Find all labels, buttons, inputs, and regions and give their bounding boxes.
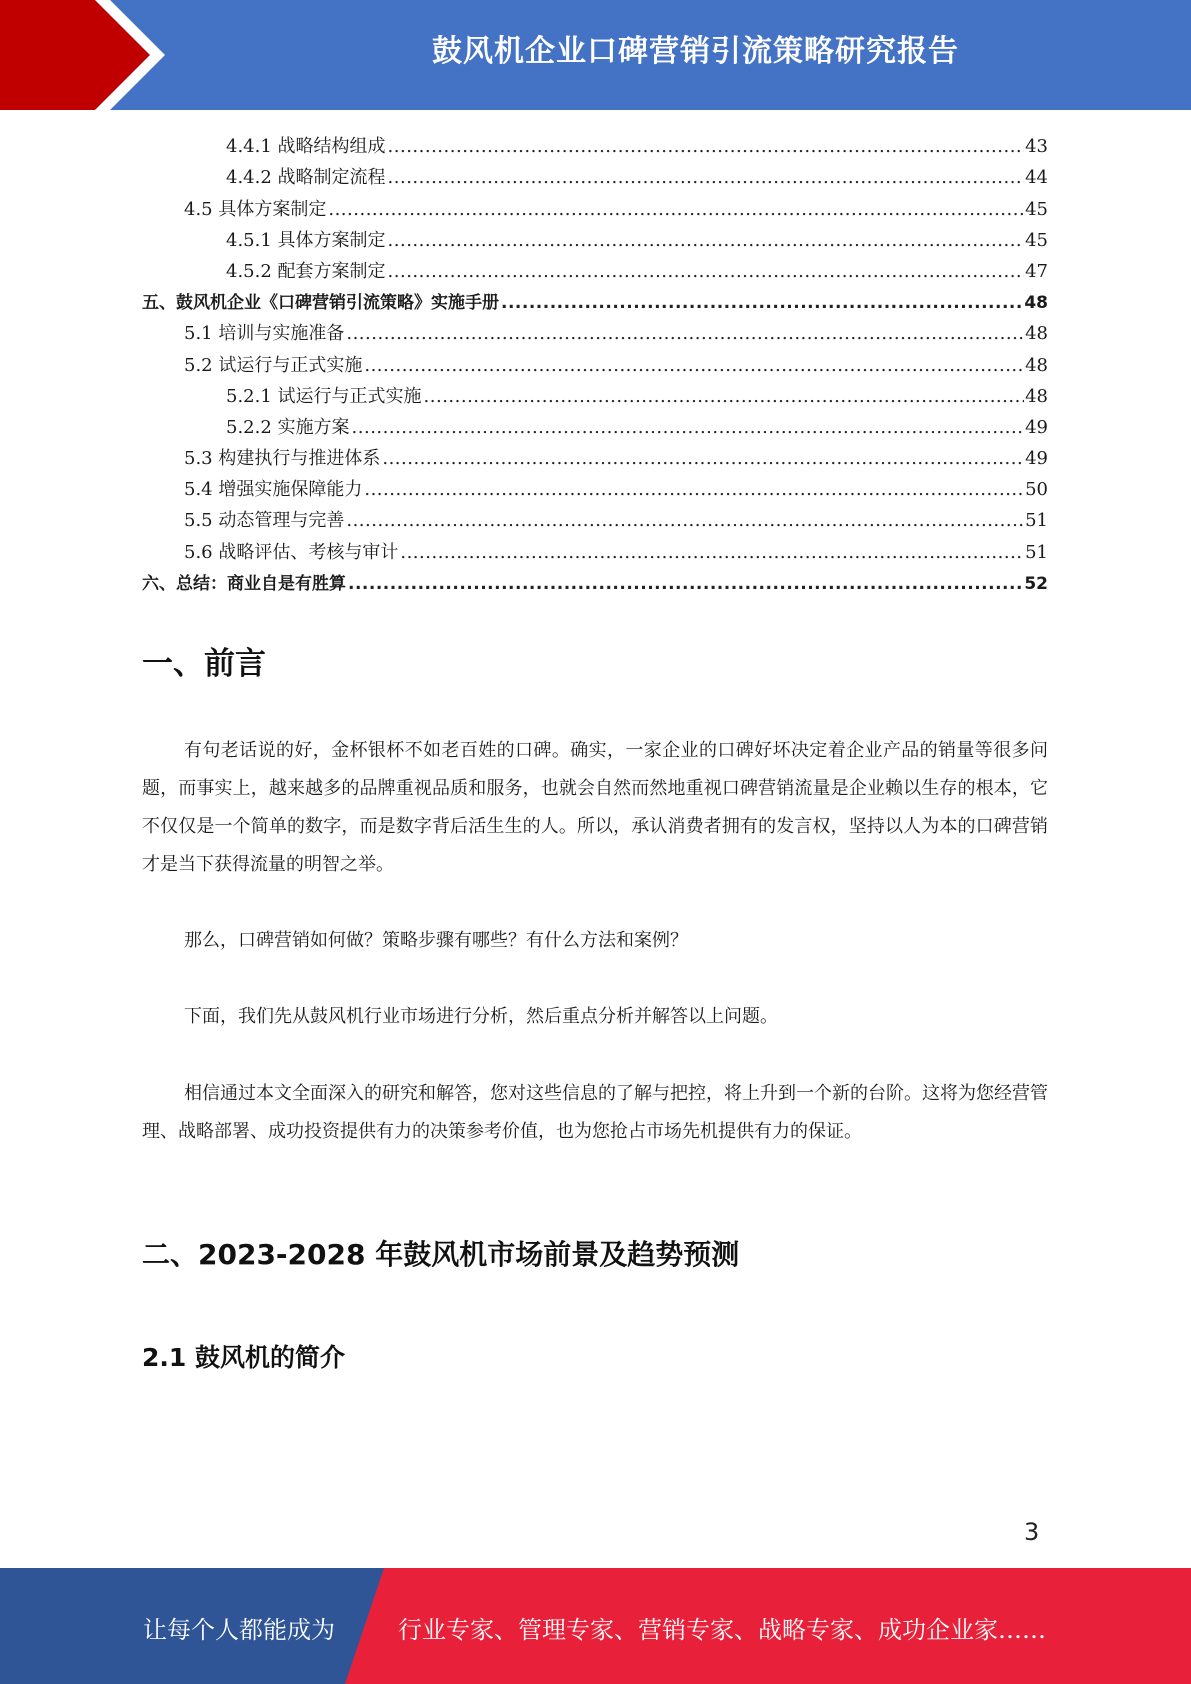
- page-footer: [0, 1568, 1191, 1684]
- toc-entry-title: 5.5 动态管理与完善: [184, 510, 345, 532]
- preface-paragraph-1: 有句老话说的好，金杯银杯不如老百姓的口碑。确实，一家企业的口碑好坏决定着企业产品的销量等很多问题，而事实上，越来越多的品牌重视品质和服务，也就会自然而然地重视口碑营销流量是企业赖以生存的根本，它不仅仅是一个简单的数字，而是数字背后活生生的人。所以，承认消费者拥有的发言权，坚持以人为本的口碑营销才是当下获得流量的明智之举。: [142, 740, 1048, 875]
- toc-entry-page: 44: [1025, 167, 1048, 189]
- toc-entry[interactable]: [142, 159, 1048, 190]
- toc-entry-title: 六、总结：商业自是有胜算: [142, 573, 346, 594]
- toc-entry-title: 4.5.2 配套方案制定: [226, 260, 386, 282]
- report-title: 鼓风机企业口碑营销引流策略研究报告: [432, 34, 959, 69]
- toc-entry-page: 52: [1024, 573, 1048, 594]
- preface-paragraph-3: 下面，我们先从鼓风机行业市场进行分析，然后重点分析并解答以上问题。: [184, 1006, 778, 1027]
- toc-leader-dots: [501, 291, 1023, 315]
- toc-entry-title: 5.6 战略评估、考核与审计: [184, 541, 399, 563]
- toc-leader-dots: [424, 385, 1025, 409]
- toc-entry-page: 45: [1025, 229, 1048, 251]
- toc-leader-dots: [388, 260, 1025, 284]
- toc-entry[interactable]: [142, 502, 1048, 533]
- section-heading-preface: 一、前言: [142, 646, 266, 682]
- toc-entry[interactable]: [142, 253, 1048, 284]
- toc-entry-title: 5.1 培训与实施准备: [184, 323, 345, 345]
- toc-leader-dots: [382, 447, 1024, 471]
- page-number: 3: [1024, 1518, 1040, 1546]
- toc-leader-dots: [328, 198, 1024, 222]
- toc-leader-dots: [346, 322, 1024, 346]
- toc-entry-page: 51: [1025, 541, 1048, 563]
- toc-leader-dots: [348, 572, 1023, 596]
- toc-entry-page: 49: [1025, 416, 1048, 438]
- toc-entry-title: 5.2.2 实施方案: [226, 416, 350, 438]
- subsection-heading-intro: 2.1 鼓风机的简介: [142, 1343, 345, 1372]
- toc-entry[interactable]: [142, 128, 1048, 159]
- toc-entry[interactable]: [142, 222, 1048, 253]
- toc-leader-dots: [400, 541, 1024, 565]
- header-red-arrow: [0, 0, 150, 110]
- toc-entry-title: 5.2 试运行与正式实施: [184, 354, 363, 376]
- toc-entry-page: 47: [1025, 260, 1048, 282]
- toc-entry-page: 50: [1025, 479, 1048, 501]
- toc-leader-dots: [346, 509, 1024, 533]
- toc-entry[interactable]: [142, 284, 1048, 315]
- preface-paragraph-4: 相信通过本文全面深入的研究和解答，您对这些信息的了解与把控，将上升到一个新的台阶。这将为您经营管理、战略部署、成功投资提供有力的决策参考价值，也为您抢占市场先机提供有力的保证。: [142, 1083, 1048, 1142]
- toc-entry[interactable]: [142, 471, 1048, 502]
- toc-entry-page: 48: [1025, 323, 1048, 345]
- footer-slogan-right: 行业专家、管理专家、营销专家、战略专家、成功企业家……: [398, 1616, 1046, 1644]
- toc-entry-page: 49: [1025, 448, 1048, 470]
- toc-entry[interactable]: [142, 533, 1048, 564]
- toc-entry[interactable]: [142, 315, 1048, 346]
- toc-entry-page: 48: [1025, 385, 1048, 407]
- toc-entry-page: 48: [1024, 293, 1048, 314]
- toc-entry-page: 48: [1025, 354, 1048, 376]
- toc-leader-dots: [388, 166, 1025, 190]
- toc-entry-title: 4.4.2 战略制定流程: [226, 167, 386, 189]
- footer-slogan-left: 让每个人都能成为: [143, 1616, 335, 1644]
- toc-entry-title: 5.2.1 试运行与正式实施: [226, 385, 422, 407]
- toc-entry-title: 4.5.1 具体方案制定: [226, 229, 386, 251]
- toc-entry[interactable]: [142, 378, 1048, 409]
- toc-entry[interactable]: [142, 409, 1048, 440]
- toc-entry-page: 43: [1025, 136, 1048, 158]
- toc-leader-dots: [364, 478, 1024, 502]
- toc-leader-dots: [388, 229, 1025, 253]
- toc-entry[interactable]: [142, 440, 1048, 471]
- toc-entry-title: 4.4.1 战略结构组成: [226, 136, 386, 158]
- toc-leader-dots: [364, 354, 1024, 378]
- toc-entry[interactable]: [142, 565, 1048, 596]
- toc-entry-title: 5.4 增强实施保障能力: [184, 479, 363, 501]
- preface-paragraph-2: 那么，口碑营销如何做？策略步骤有哪些？有什么方法和案例？: [184, 930, 688, 951]
- toc-entry-title: 4.5 具体方案制定: [184, 198, 327, 220]
- section-heading-market-forecast: 二、2023-2028 年鼓风机市场前景及趋势预测: [142, 1238, 740, 1271]
- table-of-contents: [142, 128, 1048, 596]
- toc-leader-dots: [388, 135, 1025, 159]
- toc-entry-title: 五、鼓风机企业《口碑营销引流策略》实施手册: [142, 293, 499, 314]
- toc-entry[interactable]: [142, 346, 1048, 377]
- toc-entry-title: 5.3 构建执行与推进体系: [184, 448, 381, 470]
- page-header: [0, 0, 1191, 110]
- toc-entry[interactable]: [142, 190, 1048, 221]
- toc-leader-dots: [352, 416, 1025, 440]
- toc-entry-page: 51: [1025, 510, 1048, 532]
- toc-entry-page: 45: [1025, 198, 1048, 220]
